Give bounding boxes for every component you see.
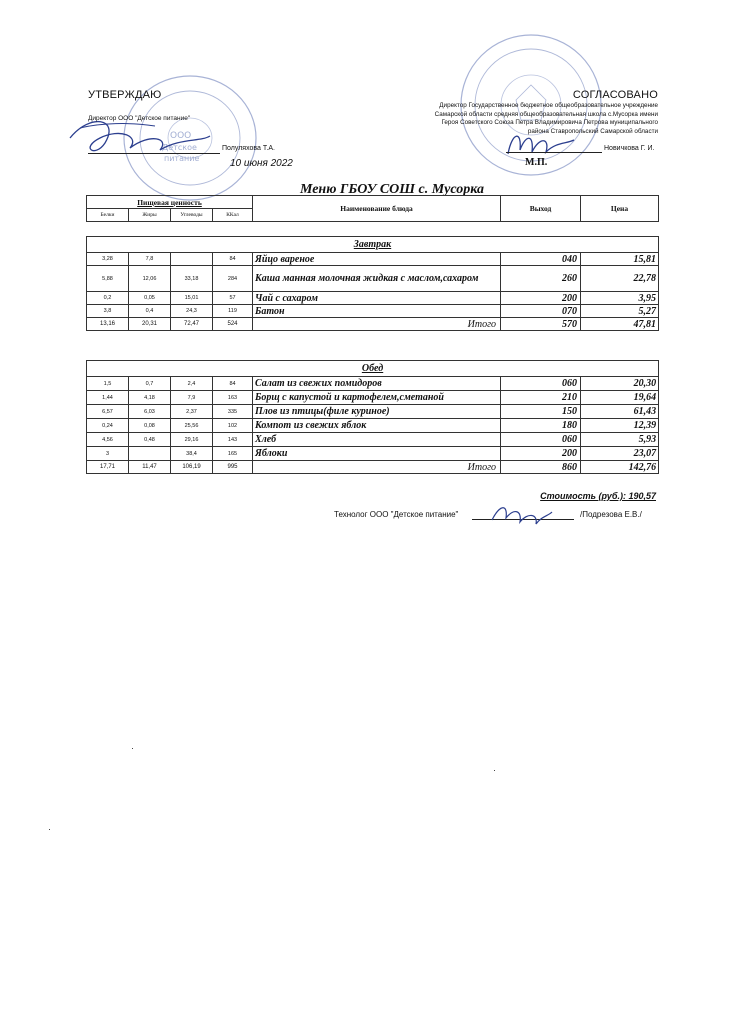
carbs-cell: 15,01 xyxy=(171,292,213,305)
kcal-header: ККал xyxy=(213,209,253,222)
table-row xyxy=(87,377,659,391)
agree-signature-line xyxy=(506,152,602,153)
carbs-cell: 24,3 xyxy=(171,305,213,318)
carbs-cell: 38,4 xyxy=(171,447,213,461)
agree-title: СОГЛАСОВАНО xyxy=(572,89,658,101)
total-kcal-cell: 524 xyxy=(213,318,253,331)
protein-header: Белки xyxy=(87,209,129,222)
dish-name-cell: Яблоки xyxy=(253,447,501,461)
total-cost: Стоимость (руб.): 190,57 xyxy=(540,491,656,501)
total-price-cell: 47,81 xyxy=(581,318,659,331)
protein-cell: 6,57 xyxy=(87,405,129,419)
table-row xyxy=(87,447,659,461)
svg-text:Детское: Детское xyxy=(162,143,197,152)
fat-cell: 0,4 xyxy=(129,305,171,318)
output-cell: 200 xyxy=(501,447,581,461)
price-cell: 20,30 xyxy=(581,377,659,391)
carbs-header: Углеводы xyxy=(171,209,213,222)
total-output-cell: 570 xyxy=(501,318,581,331)
protein-cell: 0,24 xyxy=(87,419,129,433)
kcal-cell: 84 xyxy=(213,377,253,391)
kcal-cell: 284 xyxy=(213,266,253,292)
dish-name-cell: Каша манная молочная жидкая с маслом,сахаром xyxy=(253,266,501,292)
dish-name-cell: Плов из птицы(филе куриное) xyxy=(253,405,501,419)
kcal-cell: 143 xyxy=(213,433,253,447)
total-label: Итого xyxy=(253,461,501,474)
fat-cell: 0,05 xyxy=(129,292,171,305)
kcal-cell: 102 xyxy=(213,419,253,433)
dish-name-cell: Компот из свежих яблок xyxy=(253,419,501,433)
technologist-signature xyxy=(486,498,556,532)
total-carbs-cell: 106,19 xyxy=(171,461,213,474)
total-kcal-cell: 995 xyxy=(213,461,253,474)
price-cell: 23,07 xyxy=(581,447,659,461)
total-carbs-cell: 72,47 xyxy=(171,318,213,331)
price-cell: 3,95 xyxy=(581,292,659,305)
kcal-cell: 119 xyxy=(213,305,253,318)
technologist-role: Технолог ООО "Детское питание" xyxy=(334,510,459,519)
output-cell: 260 xyxy=(501,266,581,292)
agree-role-line: Самарской области средняя общеобразовательная школа с.Мусорка имени xyxy=(434,110,658,118)
carbs-cell: 33,18 xyxy=(171,266,213,292)
total-output-cell: 860 xyxy=(501,461,581,474)
menu-header-table xyxy=(86,195,659,222)
table-row xyxy=(87,253,659,266)
fat-cell: 0,48 xyxy=(129,433,171,447)
agree-role-line: района Ставропольский Самарской области xyxy=(527,127,658,135)
protein-cell: 4,56 xyxy=(87,433,129,447)
menu-title: Меню ГБОУ СОШ с. Мусорка xyxy=(299,182,485,197)
carbs-cell xyxy=(171,253,213,266)
agree-role-line: Героя Советского Союза Петра Владимировича Петрова муниципального xyxy=(441,119,658,127)
table-row xyxy=(87,292,659,305)
nutrition-header: Пищевая ценность xyxy=(87,196,253,209)
dish-name-cell: Батон xyxy=(253,305,501,318)
dish-header: Наименование блюда xyxy=(253,196,501,222)
agree-role-line: Директор Государственное бюджетное общеобразовательное учреждение xyxy=(439,102,658,109)
total-protein-cell: 17,71 xyxy=(87,461,129,474)
breakfast-table xyxy=(86,236,659,331)
fat-cell: 0,08 xyxy=(129,419,171,433)
carbs-cell: 25,56 xyxy=(171,419,213,433)
breakfast-section-title: Завтрак xyxy=(87,237,659,253)
fat-cell: 12,06 xyxy=(129,266,171,292)
kcal-cell: 57 xyxy=(213,292,253,305)
total-fat-cell: 11,47 xyxy=(129,461,171,474)
carbs-cell: 7,9 xyxy=(171,391,213,405)
kcal-cell: 163 xyxy=(213,391,253,405)
kcal-cell: 84 xyxy=(213,253,253,266)
output-cell: 210 xyxy=(501,391,581,405)
table-row xyxy=(87,266,659,292)
total-label: Итого xyxy=(253,318,501,331)
kcal-cell: 335 xyxy=(213,405,253,419)
agree-role xyxy=(398,102,658,136)
table-row xyxy=(87,419,659,433)
table-row xyxy=(87,433,659,447)
approve-role: Директор ООО "Детское питание" xyxy=(88,115,191,122)
output-cell: 060 xyxy=(501,377,581,391)
protein-cell: 5,88 xyxy=(87,266,129,292)
fat-cell: 7,8 xyxy=(129,253,171,266)
approve-name: Полуляхова Т.А. xyxy=(222,145,275,152)
price-cell: 5,93 xyxy=(581,433,659,447)
fat-cell: 4,18 xyxy=(129,391,171,405)
dish-name-cell: Яйцо вареное xyxy=(253,253,501,266)
approve-title: УТВЕРЖДАЮ xyxy=(88,89,162,101)
dish-name-cell: Борщ с капустой и картофелем,сметаной xyxy=(253,391,501,405)
protein-cell: 1,44 xyxy=(87,391,129,405)
price-header: Цена xyxy=(581,196,659,222)
scan-speck xyxy=(132,748,133,749)
dish-name-cell: Хлеб xyxy=(253,433,501,447)
fat-cell: 0,7 xyxy=(129,377,171,391)
output-cell: 040 xyxy=(501,253,581,266)
fat-cell xyxy=(129,447,171,461)
agree-name: Новичкова Г. И. xyxy=(604,145,655,152)
table-row xyxy=(87,391,659,405)
carbs-cell: 2,37 xyxy=(171,405,213,419)
price-cell: 5,27 xyxy=(581,305,659,318)
output-cell: 200 xyxy=(501,292,581,305)
output-cell: 150 xyxy=(501,405,581,419)
total-fat-cell: 20,31 xyxy=(129,318,171,331)
price-cell: 22,78 xyxy=(581,266,659,292)
scan-speck xyxy=(49,829,50,830)
protein-cell: 3 xyxy=(87,447,129,461)
output-header: Выход xyxy=(501,196,581,222)
kcal-cell: 165 xyxy=(213,447,253,461)
price-cell: 15,81 xyxy=(581,253,659,266)
table-row xyxy=(87,405,659,419)
table-row xyxy=(87,305,659,318)
technologist-name: /Подрезова Е.В./ xyxy=(580,510,642,519)
lunch-table xyxy=(86,360,659,474)
output-cell: 070 xyxy=(501,305,581,318)
total-protein-cell: 13,16 xyxy=(87,318,129,331)
carbs-cell: 2,4 xyxy=(171,377,213,391)
total-row xyxy=(87,461,659,474)
dish-name-cell: Салат из свежих помидоров xyxy=(253,377,501,391)
total-price-cell: 142,76 xyxy=(581,461,659,474)
carbs-cell: 29,16 xyxy=(171,433,213,447)
svg-text:питание: питание xyxy=(164,154,200,163)
output-cell: 060 xyxy=(501,433,581,447)
protein-cell: 1,5 xyxy=(87,377,129,391)
dish-name-cell: Чай с сахаром xyxy=(253,292,501,305)
document-date: 10 июня 2022 xyxy=(230,158,293,169)
protein-cell: 0,2 xyxy=(87,292,129,305)
svg-text:ООО: ООО xyxy=(170,131,192,141)
price-cell: 61,43 xyxy=(581,405,659,419)
protein-cell: 3,28 xyxy=(87,253,129,266)
price-cell: 12,39 xyxy=(581,419,659,433)
protein-cell: 3,8 xyxy=(87,305,129,318)
stamp-place-label: М.П. xyxy=(525,157,548,168)
price-cell: 19,64 xyxy=(581,391,659,405)
approve-signature-line xyxy=(88,153,220,154)
scan-speck xyxy=(494,770,495,771)
fat-cell: 6,03 xyxy=(129,405,171,419)
total-row xyxy=(87,318,659,331)
lunch-section-title: Обед xyxy=(87,361,659,377)
output-cell: 180 xyxy=(501,419,581,433)
fat-header: Жиры xyxy=(129,209,171,222)
